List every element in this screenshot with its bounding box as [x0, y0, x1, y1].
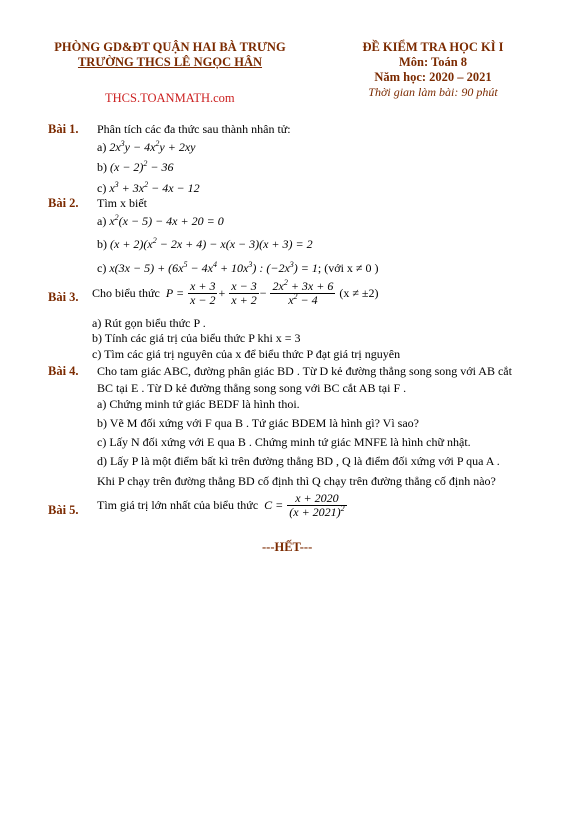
bai5-numerator: x + 2020 — [287, 492, 346, 506]
bai1-c: c) $x^3 + 3x^2 - 4x - 12$ — [97, 180, 200, 195]
exam-header — [318, 40, 548, 100]
bai4-a: a) Chứng minh tứ giác BEDF là hình thoi. — [97, 397, 300, 411]
bai3-label: Bài 3. — [48, 290, 79, 304]
site-label: THCS.TOANMATH.com — [105, 91, 235, 105]
exam-subject: Môn: Toán 8 — [398, 55, 468, 69]
bai2-label: Bài 2. — [48, 196, 79, 210]
exam-title: ĐỀ KIỂM TRA HỌC KÌ I — [362, 40, 504, 54]
bai4-d: d) Lấy P là một điểm bất kì trên đường thẳng BD , Q là điểm đối xứng với P qua A . — [97, 454, 500, 468]
school-header — [40, 40, 300, 70]
bai5-denominator: (x + 2021) — [289, 505, 341, 519]
department-name: PHÒNG GD&ĐT QUẬN HAI BÀ TRƯNG — [54, 40, 286, 54]
bai3-expression: Cho biểu thức P = $\frac{x + 3}{x - 2}$ + $\frac{x - 3}{x + 2}$ − $\frac{2x^2 + 3x + 6}{x^2 - 4}$ (x ≠ ±2) — [92, 278, 379, 307]
bai5-label: Bài 5. — [48, 503, 79, 517]
bai4-line1: Cho tam giác ABC, đường phân giác BD . Từ D kẻ đường thẳng song song với AB cắt — [97, 364, 512, 378]
bai4-c: c) Lấy N đối xứng với E qua B . Chứng minh tứ giác MNFE là hình chữ nhật. — [97, 435, 471, 449]
bai2-b: b) $(x + 2)(x^2 - 2x + 4) - x(x - 3)(x + 3) = 2$ — [97, 236, 313, 251]
exam-time: Thời gian làm bài: 90 phút — [368, 85, 498, 99]
bai1-a: a) $2x^3y - 4x^2y + 2xy$ — [97, 139, 196, 154]
bai1-prompt: Phân tích các đa thức sau thành nhân tử: — [97, 122, 291, 136]
end-marker: ---HẾT--- — [262, 540, 313, 554]
bai2-prompt: Tìm x biết — [97, 196, 147, 210]
bai1-b: b) $(x - 2)^2 - 36$ — [97, 159, 174, 174]
bai1-label: Bài 1. — [48, 122, 79, 136]
bai2-a: a) $x^2(x - 5) - 4x + 20 = 0$ — [97, 213, 224, 228]
bai4-e: Khi P chạy trên đường thẳng BD cố định thì Q chạy trên đường thẳng cố định nào? — [97, 474, 496, 488]
bai5-expression: Tìm giá trị lớn nhất của biểu thức C = $\frac{x + 2020}{(x + 2021)^2}$ — [97, 491, 345, 519]
bai2-c: c) $x(3x - 5) + (6x^5 - 4x^4 + 10x^3)$ : $(-2x^3) = 1$; (với x ≠ 0 ) — [97, 260, 379, 275]
bai3-a: a) Rút gọn biểu thức P . — [92, 316, 206, 330]
school-name: TRƯỜNG THCS LÊ NGỌC HÂN — [77, 55, 263, 69]
bai4-label: Bài 4. — [48, 364, 79, 378]
bai3-c: c) Tìm các giá trị nguyên của x để biểu thức P đạt giá trị nguyên — [92, 347, 401, 361]
bai3-b: b) Tính các giá trị của biểu thức P khi x = 3 — [92, 331, 301, 345]
exam-year: Năm học: 2020 – 2021 — [374, 70, 492, 84]
bai4-line2: BC tại E . Từ D kẻ đường thẳng song song với BC cắt AB tại F . — [97, 381, 407, 395]
bai4-b: b) Vẽ M đối xứng với F qua B . Tứ giác BDEM là hình gì? Vì sao? — [97, 416, 419, 430]
